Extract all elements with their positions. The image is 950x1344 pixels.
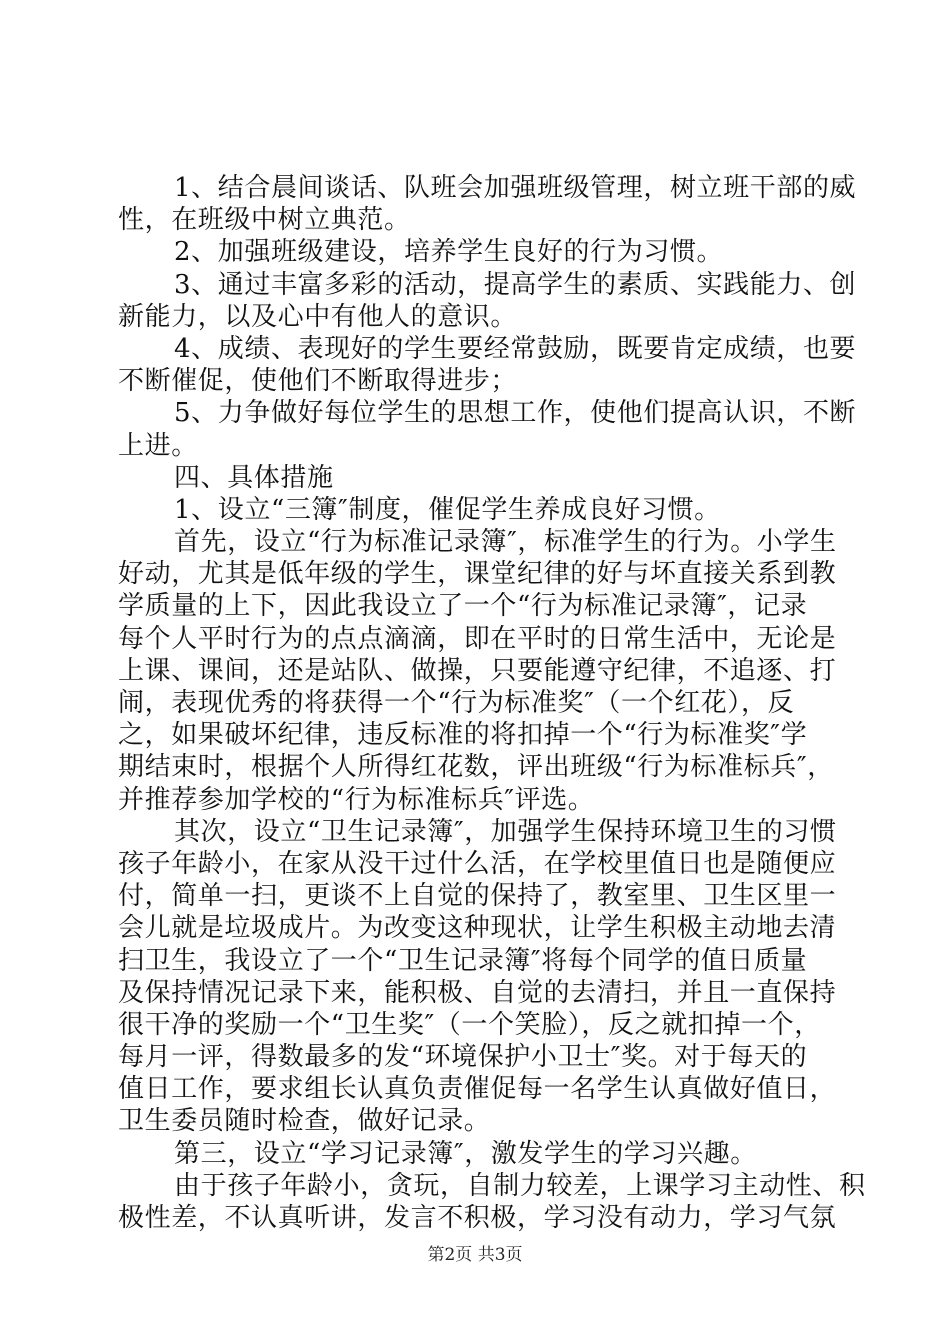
text-line: 性，在班级中树立典范。: [118, 205, 411, 236]
text-line: 学质量的上下，因此我设立了一个“行为标准记录簿″，记录: [118, 591, 808, 622]
text-line: 扫卫生，我设立了一个“卫生记录簿″将每个同学的值日质量: [118, 945, 808, 976]
text-line: 之，如果破坏纪律，违反标准的将扣掉一个“行为标准奖″学: [118, 720, 808, 751]
text-line: 第三，设立“学习记录簿″，激发学生的学习兴趣。: [174, 1138, 757, 1169]
text-line: 及保持情况记录下来，能积极、自觉的去清扫，并且一直保持: [118, 977, 837, 1008]
text-line: 首先，设立“行为标准记录簿″，标准学生的行为。小学生: [174, 527, 837, 558]
text-line: 1、结合晨间谈话、队班会加强班级管理，树立班干部的威: [174, 173, 857, 203]
text-line: 值日工作，要求组长认真负责催促每一名学生认真做好值日，: [118, 1074, 837, 1105]
text-line: 每个人平时行为的点点滴滴，即在平时的日常生活中，无论是: [118, 623, 837, 654]
text-line: 付，简单一扫，更谈不上自觉的保持了，教室里、卫生区里一: [118, 881, 837, 912]
text-line: 每月一评，得数最多的发“环境保护小卫士″奖。对于每天的: [118, 1042, 808, 1073]
text-line: 期结束时，根据个人所得红花数，评出班级“行为标准标兵″，: [118, 752, 834, 783]
text-line: 上进。: [118, 430, 198, 461]
text-line: 2、加强班级建设，培养学生良好的行为习惯。: [174, 237, 724, 268]
text-line: 3、通过丰富多彩的活动，提高学生的素质、实践能力、创: [174, 269, 857, 300]
text-line: 并推荐参加学校的“行为标准标兵″评选。: [118, 784, 595, 815]
text-line: 不断催促，使他们不断取得进步；: [118, 366, 518, 397]
text-line: 其次，设立“卫生记录簿″，加强学生保持环境卫生的习惯: [174, 816, 837, 847]
text-line: 很干净的奖励一个“卫生奖″（一个笑脸），反之就扣掉一个，: [118, 1009, 821, 1040]
text-line: 由于孩子年龄小，贪玩，自制力较差，上课学习主动性、积: [174, 1170, 866, 1201]
text-line: 上课、课间，还是站队、做操，只要能遵守纪律，不追逐、打: [118, 655, 837, 686]
page-footer: 第2页 共3页: [427, 1245, 523, 1265]
text-line: 5、力争做好每位学生的思想工作，使他们提高认识，不断: [174, 398, 857, 429]
text-line: 闹，表现优秀的将获得一个“行为标准奖″（一个红花），反: [118, 688, 795, 718]
text-line: 极性差，不认真听讲，发言不积极，学习没有动力，学习气氛: [118, 1203, 837, 1233]
text-line: 新能力，以及心中有他人的意识。: [118, 301, 518, 332]
text-line: 好动，尤其是低年级的学生，课堂纪律的好与坏直接关系到教: [118, 559, 837, 590]
text-line: 四、具体措施: [174, 462, 334, 493]
text-line: 1、设立“三簿″制度，催促学生养成良好习惯。: [174, 494, 721, 525]
text-line: 卫生委员随时检查，做好记录。: [118, 1106, 491, 1137]
text-line: 会儿就是垃圾成片。为改变这种现状，让学生积极主动地去清: [118, 913, 837, 944]
text-line: 4、成绩、表现好的学生要经常鼓励，既要肯定成绩，也要: [174, 333, 857, 364]
document-body: [118, 172, 866, 1234]
text-line: 孩子年龄小，在家从没干过什么活，在学校里值日也是随便应: [118, 848, 837, 879]
